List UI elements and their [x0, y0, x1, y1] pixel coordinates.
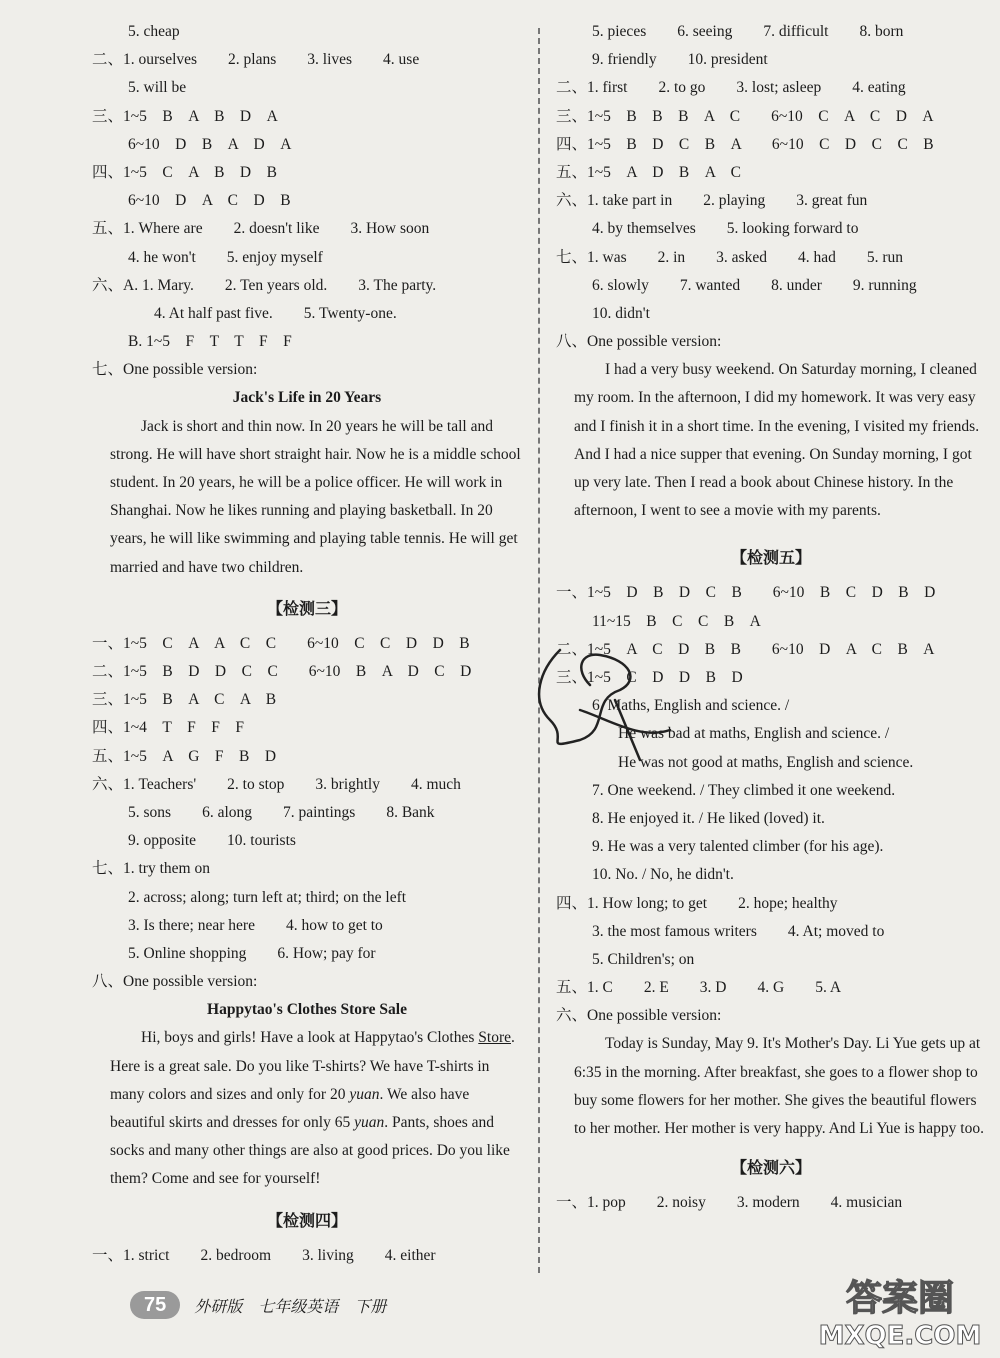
- answer-line: 三、1~5 B A C A B: [92, 691, 277, 709]
- answer-line: 9. opposite 10. tourists: [128, 832, 296, 850]
- answer-line: 9. He was a very talented climber (for his age).: [592, 838, 884, 856]
- essay-paragraph: Hi, boys and girls! Have a look at Happytao's Clothes Store. Here is a great sale. Do you like T-shirts? We have T-shirts in many colors and sizes and only for 20 yuan. We also have beautiful skirts and dresses for only 65 yuan. Pants, shoes and socks and many other things are also at good prices. Do you like them? Come and see for yourself!: [110, 1029, 515, 1188]
- answer-line: 四、1. How long; to get 2. hope; healthy: [556, 894, 838, 912]
- answer-line: 4. by themselves 5. looking forward to: [592, 220, 859, 238]
- essay-title: Happytao's Clothes Store Sale: [207, 1001, 407, 1019]
- answer-line: 四、1~5 C A B D B: [92, 163, 277, 181]
- essay-paragraph: I had a very busy weekend. On Saturday morning, I cleaned my room. In the afternoon, I did my homework. It was very easy and I finish it in a short time. In the evening, I visited my friends. And I had a nice supper that evening. On Sunday morning, I got up very late. Then I read a book about Chinese history. In the afternoon, I went to see a movie with my parents.: [574, 361, 980, 520]
- answer-line: 八、One possible version:: [92, 973, 258, 991]
- answer-line: 六、1. Teachers' 2. to stop 3. brightly 4. much: [92, 775, 461, 793]
- section-heading: 【检测四】: [266, 1212, 347, 1230]
- handwritten-scribble: [520, 630, 700, 770]
- answer-line: B. 1~5 F T T F F: [128, 333, 292, 351]
- answer-line: 5. sons 6. along 7. paintings 8. Bank: [128, 803, 435, 821]
- answer-line: 6. slowly 7. wanted 8. under 9. running: [592, 276, 917, 294]
- answer-line: 9. friendly 10. president: [592, 51, 768, 69]
- answer-line: He was bad at maths, English and science. /: [618, 725, 890, 743]
- page-number: 75: [130, 1291, 180, 1319]
- answer-line: 六、One possible version:: [556, 1007, 722, 1025]
- answer-line: 6~10 D A C D B: [128, 192, 291, 210]
- answer-line: 三、1~5 B A B D A: [92, 107, 278, 125]
- watermark-logo: [805, 1270, 995, 1352]
- answer-line: 一、1~5 C A A C C 6~10 C C D D B: [92, 634, 470, 652]
- answer-line: 二、1~5 A C D B B 6~10 D A C B A: [556, 640, 935, 658]
- section-heading: 【检测六】: [730, 1160, 811, 1178]
- answer-line: 五、1. Where are 2. doesn't like 3. How soon: [92, 220, 430, 238]
- answer-line: 三、1~5 B B B A C 6~10 C A C D A: [556, 107, 934, 125]
- answer-line: 五、1. C 2. E 3. D 4. G 5. A: [556, 979, 842, 997]
- section-heading: 【检测五】: [730, 550, 811, 568]
- answer-line: 四、1~4 T F F F: [92, 719, 244, 737]
- answer-line: 五、1~5 A G F B D: [92, 747, 277, 765]
- answer-line: 六、A. 1. Mary. 2. Ten years old. 3. The party.: [92, 276, 437, 294]
- answer-line: 11~15 B C C B A: [592, 612, 761, 630]
- essay-title: Jack's Life in 20 Years: [232, 389, 382, 407]
- answer-line: 6~10 D B A D A: [128, 135, 292, 153]
- answer-line: 二、1. first 2. to go 3. lost; asleep 4. eating: [556, 79, 906, 97]
- answer-line: 3. Is there; near here 4. how to get to: [128, 916, 383, 934]
- answer-line: 六、1. take part in 2. playing 3. great fun: [556, 192, 868, 210]
- answer-line: 4. At half past five. 5. Twenty-one.: [154, 304, 397, 322]
- answer-line: 二、1~5 B D D C C 6~10 B A D C D: [92, 663, 472, 681]
- answer-line: 5. Online shopping 6. How; pay for: [128, 944, 376, 962]
- answer-line: 5. pieces 6. seeing 7. difficult 8. born: [592, 23, 904, 40]
- answer-line: 三、1~5 C D D B D: [556, 669, 743, 687]
- answer-line: He was not good at maths, English and science.: [618, 753, 914, 771]
- book-title: 外研版 七年级英语 下册: [194, 1298, 387, 1316]
- answer-line: 一、1. pop 2. noisy 3. modern 4. musician: [556, 1194, 903, 1212]
- watermark-main: 答案圈: [845, 1278, 955, 1319]
- answer-line: 6. Maths, English and science. /: [592, 697, 790, 715]
- answer-line: 八、One possible version:: [556, 333, 722, 351]
- answer-line: 一、1. strict 2. bedroom 3. living 4. either: [92, 1246, 436, 1264]
- essay-paragraph: Jack is short and thin now. In 20 years he will be tall and strong. He will have short straight hair. Now he is a middle school student. In 20 years, he will be a police officer. He will work in Shanghai. Now he likes running and playing basketball. In 20 years, he will like swimming and playing table tennis. He will get married and have two children.: [110, 417, 521, 576]
- answer-line: 5. will be: [128, 79, 187, 97]
- right-column: [556, 18, 986, 1217]
- answer-line: 七、1. try them on: [92, 860, 210, 878]
- answer-line: 一、1~5 D B D C B 6~10 B C D B D: [556, 584, 936, 602]
- answer-line: 4. he won't 5. enjoy myself: [128, 248, 323, 266]
- answer-line: 二、1. ourselves 2. plans 3. lives 4. use: [92, 51, 420, 69]
- answer-line: 5. Children's; on: [592, 950, 695, 968]
- answer-line: 四、1~5 B D C B A 6~10 C D C C B: [556, 135, 934, 153]
- answer-line: 5. cheap: [128, 23, 180, 40]
- answer-line: 七、One possible version:: [92, 361, 258, 379]
- answer-line: 8. He enjoyed it. / He liked (loved) it.: [592, 809, 825, 827]
- answer-line: 7. One weekend. / They climbed it one weekend.: [592, 781, 896, 799]
- answer-line: 10. No. / No, he didn't.: [592, 866, 734, 884]
- watermark-url: MXQE.COM: [818, 1321, 982, 1351]
- answer-line: 10. didn't: [592, 304, 650, 322]
- essay-paragraph: Today is Sunday, May 9. It's Mother's Day. Li Yue gets up at 6:35 in the morning. After breakfast, she goes to a flower shop to buy some flowers for her mother. She gives the beautiful flowers to her mother. Her mother is very happy. And Li Yue is happy too.: [574, 1035, 984, 1138]
- section-heading: 【检测三】: [266, 600, 347, 618]
- answer-line: 五、1~5 A D B A C: [556, 163, 741, 181]
- left-column: [92, 18, 522, 1270]
- page-footer: [130, 1290, 386, 1320]
- answer-line: 七、1. was 2. in 3. asked 4. had 5. run: [556, 248, 903, 266]
- answer-line: 2. across; along; turn left at; third; on the left: [128, 888, 407, 906]
- answer-line: 3. the most famous writers 4. At; moved to: [592, 922, 885, 940]
